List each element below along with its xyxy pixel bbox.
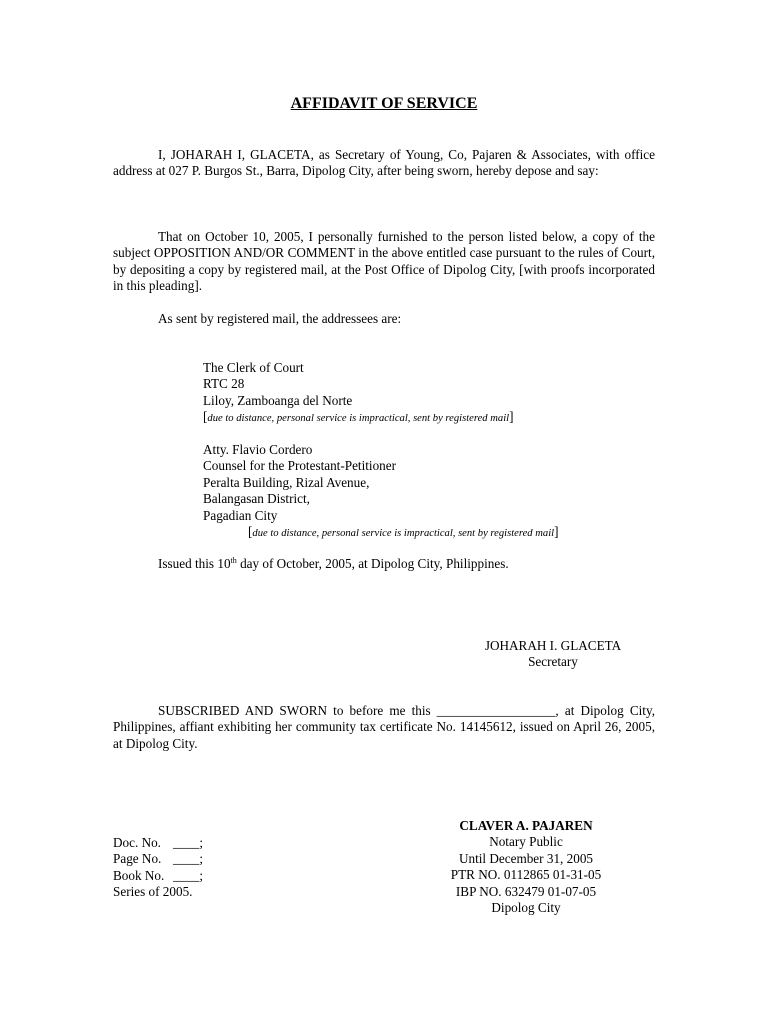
issued-rest: day of October, 2005, at Dipolog City, Philippines.	[236, 556, 509, 571]
document-title: AFFIDAVIT OF SERVICE	[290, 95, 478, 112]
addressee-line: Liloy, Zamboanga del Norte	[203, 392, 353, 408]
delivery-note-text: due to distance, personal service is impractical, sent by registered mail	[252, 528, 555, 540]
addressee-block-clerk	[203, 360, 653, 428]
jurat-paragraph: SUBSCRIBED AND SWORN to before me this __________________, at Dipolog City, Philippines, affiant exhibiting her community tax certificate No. 14145612, issued on April 26, 2005, at Dipolog City.	[113, 703, 655, 751]
doc-number-row	[113, 835, 203, 851]
addressee-line: Pagadian City	[203, 507, 278, 523]
issued-prefix: Issued this 10	[158, 556, 231, 571]
affiant-title: Secretary	[528, 654, 578, 670]
notary-line: Until December 31, 2005	[458, 850, 594, 866]
notary-line: IBP NO. 632479 01-07-05	[455, 883, 597, 899]
notary-line: PTR NO. 0112865 01-31-05	[450, 867, 602, 883]
delivery-note-text: due to distance, personal service is impractical, sent by registered mail	[207, 413, 510, 425]
statement-paragraph: That on October 10, 2005, I personally furnished to the person listed below, a copy of the subject OPPOSITION AND/OR COMMENT in the above entitled case pursuant to the rules of Court, by depositing a copy by registered mail, at the Post Office of Dipolog City, [with proofs incorporated in this pleading].	[113, 229, 655, 294]
addressee-line: The Clerk of Court	[203, 360, 304, 375]
book-number-row	[113, 868, 203, 884]
page-number-row	[113, 851, 203, 867]
affiant-name: JOHARAH I. GLACETA	[484, 638, 622, 653]
delivery-note: [due to distance, personal service is impractical, sent by registered mail]	[248, 524, 559, 540]
addressee-line: RTC 28	[203, 376, 245, 392]
addressees-intro: As sent by registered mail, the addressees are:	[158, 311, 402, 326]
addressee-block-counsel	[203, 442, 653, 542]
notary-line: Dipolog City	[491, 900, 561, 916]
addressee-line: Counsel for the Protestant-Petitioner	[203, 458, 397, 474]
doc-number-label: Doc. No.	[113, 835, 161, 850]
intro-paragraph: I, JOHARAH I, GLACETA, as Secretary of Young, Co, Pajaren & Associates, with office address at 027 P. Burgos St., Barra, Dipolog City, after being sworn, hereby depose and say:	[113, 147, 655, 179]
book-number-label: Book No.	[113, 867, 165, 883]
addressee-line: Balangasan District,	[203, 491, 310, 507]
addressee-line: Peralta Building, Rizal Avenue,	[203, 474, 370, 490]
book-number-value: ____;	[173, 867, 204, 883]
addressee-line: Atty. Flavio Cordero	[203, 442, 313, 457]
doc-number-value: ____;	[173, 835, 204, 850]
delivery-note: [due to distance, personal service is impractical, sent by registered mail]	[203, 409, 514, 425]
notary-name: CLAVER A. PAJAREN	[459, 818, 593, 833]
affiant-signature-block	[466, 638, 640, 671]
page-number-label: Page No.	[113, 851, 162, 867]
series-row	[113, 884, 203, 900]
notary-block	[406, 818, 646, 916]
series-label: Series of 2005.	[113, 884, 193, 900]
notary-line: Notary Public	[489, 834, 563, 850]
issued-ordinal-suffix: th	[230, 556, 237, 565]
document-number-block	[113, 835, 203, 901]
page-number-value: ____;	[173, 851, 204, 867]
issued-statement	[158, 556, 509, 572]
